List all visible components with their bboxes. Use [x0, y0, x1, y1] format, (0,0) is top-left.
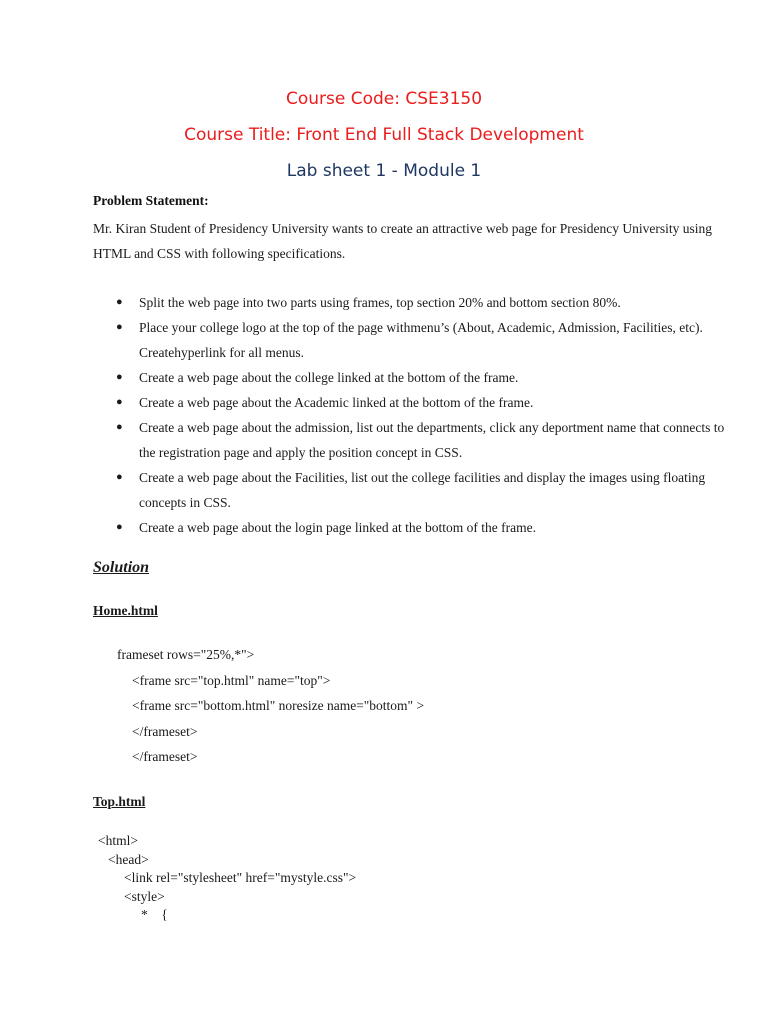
code-line: </frameset> — [132, 723, 198, 739]
list-item-text: Create a web page about the admission, list out the departments, click any deportment name that connects to the registration page and apply the position concept in CSS. — [139, 420, 725, 460]
list-item — [93, 390, 733, 415]
list-item — [93, 290, 733, 315]
code-line: <style> — [124, 888, 165, 904]
list-item — [93, 415, 733, 465]
course-title-heading: Course Title: Front End Full Stack Development — [184, 125, 584, 145]
bullet-icon: ● — [116, 471, 123, 483]
home-html-code — [0, 642, 424, 770]
bullet-icon: ● — [116, 421, 123, 433]
list-item-text: Create a web page about the Facilities, list out the college facilities and display the images using floating concepts in CSS. — [139, 470, 706, 510]
home-html-label: Home.html — [93, 603, 158, 618]
bullet-icon: ● — [116, 371, 123, 383]
problem-statement-label: Problem Statement: — [93, 193, 209, 208]
problem-statement-text: Mr. Kiran Student of Presidency University wants to create an attractive web page for Presidency University using HTML and CSS with following specifications. — [93, 221, 712, 261]
list-item — [93, 465, 733, 515]
bullet-icon: ● — [116, 396, 123, 408]
code-line: <frame src="top.html" name="top"> — [132, 672, 331, 688]
bullet-icon: ● — [116, 521, 123, 533]
top-html-code — [0, 832, 356, 925]
list-item-text: Split the web page into two parts using frames, top section 20% and bottom section 80%. — [139, 295, 621, 310]
bullet-icon: ● — [116, 321, 123, 333]
top-html-label: Top.html — [93, 794, 146, 809]
code-line: * { — [141, 907, 168, 922]
code-line: <frame src="bottom.html" noresize name="bottom" > — [132, 698, 425, 713]
course-code-heading: Course Code: CSE3150 — [285, 89, 483, 109]
list-item — [93, 315, 733, 365]
code-line: frameset rows="25%,*"> — [117, 647, 255, 662]
specification-list — [93, 290, 733, 540]
list-item-text: Place your college logo at the top of the page withmenu’s (About, Academic, Admission, Facilities, etc). Createhyperlink for all menus. — [139, 320, 703, 360]
list-item-text: Create a web page about the login page linked at the bottom of the frame. — [139, 520, 536, 535]
list-item-text: Create a web page about the college linked at the bottom of the frame. — [139, 370, 519, 385]
code-line: </frameset> — [132, 749, 198, 764]
code-line: <link rel="stylesheet" href="mystyle.css"> — [124, 870, 357, 885]
code-line: <html> — [98, 833, 138, 848]
list-item-text: Create a web page about the Academic linked at the bottom of the frame. — [139, 395, 534, 410]
list-item — [93, 515, 733, 540]
code-line: <head> — [108, 851, 149, 867]
bullet-icon: ● — [116, 296, 123, 308]
list-item — [93, 365, 733, 390]
solution-heading: Solution — [93, 559, 150, 576]
lab-sheet-heading: Lab sheet 1 - Module 1 — [286, 161, 482, 181]
